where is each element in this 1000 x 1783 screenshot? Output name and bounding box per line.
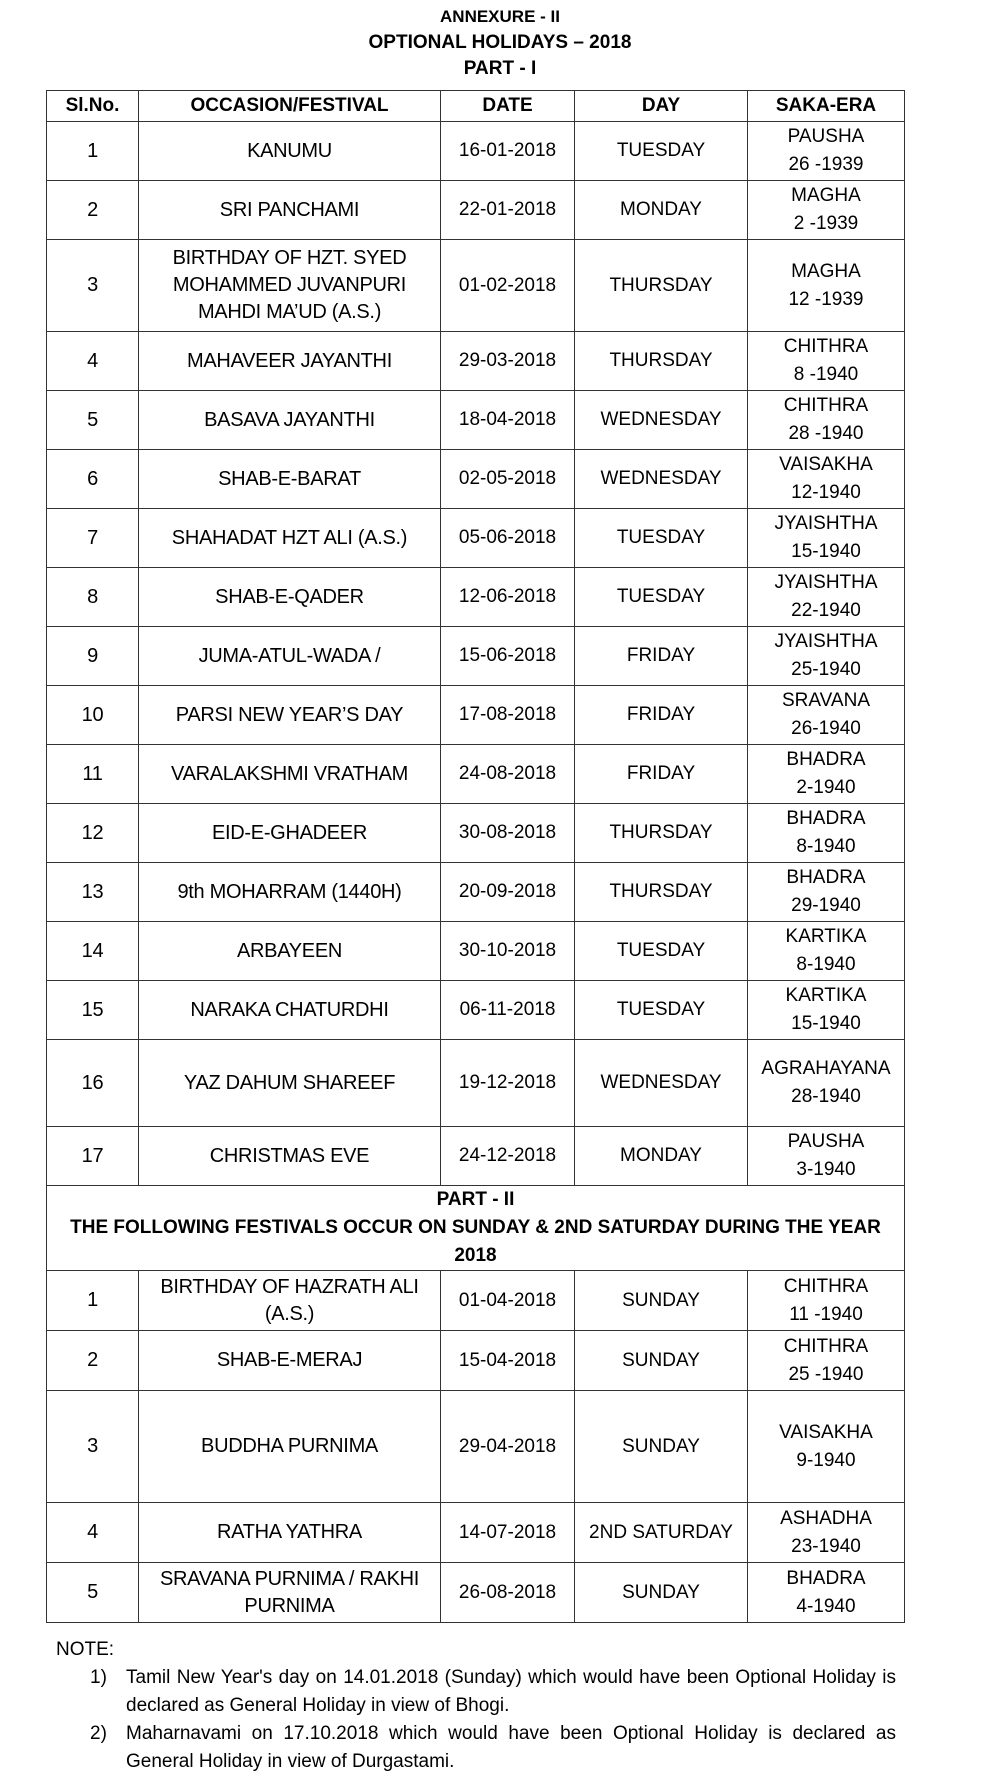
occasion-line: NARAKA CHATURDHI xyxy=(190,998,389,1021)
note-item xyxy=(56,1720,896,1776)
annexure-label: ANNEXURE - II xyxy=(440,7,560,26)
row-day: TUESDAY xyxy=(575,509,748,568)
part1-rows xyxy=(47,122,905,1186)
row-occasion xyxy=(139,627,441,686)
saka-date: 26-1940 xyxy=(791,718,861,739)
saka-date: 8 -1940 xyxy=(793,364,859,385)
row-occasion xyxy=(139,181,441,240)
table-row xyxy=(47,1127,905,1186)
saka-month: SRAVANA xyxy=(782,690,870,711)
saka-date: 25-1940 xyxy=(791,659,861,680)
note-section xyxy=(56,1636,896,1776)
row-saka-era xyxy=(748,1127,905,1186)
row-date: 12-06-2018 xyxy=(441,568,575,627)
row-day: THURSDAY xyxy=(575,804,748,863)
occasion-line: SRAVANA PURNIMA / RAKHI xyxy=(159,1567,420,1590)
row-date: 17-08-2018 xyxy=(441,686,575,745)
row-date: 20-09-2018 xyxy=(441,863,575,922)
row-saka-era xyxy=(748,863,905,922)
table-row xyxy=(47,804,905,863)
saka-month: BHADRA xyxy=(786,749,866,770)
row-date: 24-08-2018 xyxy=(441,745,575,804)
occasion-line: BASAVA JAYANTHI xyxy=(204,408,375,431)
saka-date: 26 -1939 xyxy=(788,154,864,175)
table-row xyxy=(47,1271,905,1331)
table-row xyxy=(47,240,905,332)
table-row xyxy=(47,332,905,391)
occasion-line: YAZ DAHUM SHAREEF xyxy=(183,1071,396,1094)
row-serial-number: 10 xyxy=(47,686,139,745)
row-serial-number: 15 xyxy=(47,981,139,1040)
table-row xyxy=(47,922,905,981)
row-day: TUESDAY xyxy=(575,122,748,181)
row-date: 29-03-2018 xyxy=(441,332,575,391)
note-item-text: Tamil New Year's day on 14.01.2018 (Sunday) which would have been Optional Holiday is declared as General Holiday in view of Bhogi. xyxy=(126,1667,896,1716)
col-header-day: DAY xyxy=(575,91,748,122)
row-occasion xyxy=(139,686,441,745)
row-occasion xyxy=(139,1271,441,1331)
row-saka-era xyxy=(748,181,905,240)
row-day: THURSDAY xyxy=(575,240,748,332)
row-occasion xyxy=(139,745,441,804)
occasion-line: (A.S.) xyxy=(264,1302,315,1325)
saka-month: MAGHA xyxy=(791,260,861,282)
row-date: 01-04-2018 xyxy=(441,1271,575,1331)
occasion-line: SHAB-E-QADER xyxy=(215,585,364,608)
saka-date: 8-1940 xyxy=(796,954,856,975)
row-saka-era xyxy=(748,922,905,981)
saka-month: BHADRA xyxy=(786,808,866,829)
saka-month: CHITHRA xyxy=(783,336,869,357)
row-day: SUNDAY xyxy=(575,1391,748,1503)
saka-date: 4-1940 xyxy=(796,1595,856,1617)
table-row xyxy=(47,1503,905,1563)
saka-date: 2 -1939 xyxy=(793,213,859,234)
row-day: WEDNESDAY xyxy=(575,450,748,509)
row-saka-era xyxy=(748,1391,905,1503)
row-occasion xyxy=(139,1127,441,1186)
saka-month: KARTIKA xyxy=(785,985,867,1006)
row-occasion xyxy=(139,122,441,181)
row-serial-number: 11 xyxy=(47,745,139,804)
note-item xyxy=(56,1664,896,1720)
row-day: SUNDAY xyxy=(575,1271,748,1331)
table-row xyxy=(47,509,905,568)
row-serial-number: 5 xyxy=(47,1563,139,1623)
row-day: THURSDAY xyxy=(575,332,748,391)
table-row xyxy=(47,450,905,509)
occasion-line: VARALAKSHMI VRATHAM xyxy=(171,762,408,785)
saka-date: 8-1940 xyxy=(796,836,856,857)
saka-month: PAUSHA xyxy=(787,1131,865,1152)
row-saka-era xyxy=(748,391,905,450)
saka-date: 15-1940 xyxy=(791,541,861,562)
row-serial-number: 4 xyxy=(47,1503,139,1563)
saka-month: CHITHRA xyxy=(783,1275,869,1297)
occasion-line: MOHAMMED JUVANPURI xyxy=(172,274,407,296)
saka-date: 29-1940 xyxy=(791,895,861,916)
note-item-text: Maharnavami on 17.10.2018 which would have been Optional Holiday is declared as General Holiday in view of Durgastami. xyxy=(126,1723,896,1772)
row-date: 26-08-2018 xyxy=(441,1563,575,1623)
row-day: FRIDAY xyxy=(575,627,748,686)
row-saka-era xyxy=(748,804,905,863)
occasion-line: BUDDHA PURNIMA xyxy=(201,1435,378,1457)
row-day: WEDNESDAY xyxy=(575,1040,748,1127)
row-serial-number: 8 xyxy=(47,568,139,627)
row-saka-era xyxy=(748,509,905,568)
row-saka-era xyxy=(748,1331,905,1391)
row-day: MONDAY xyxy=(575,1127,748,1186)
saka-month: BHADRA xyxy=(786,867,866,888)
row-serial-number: 12 xyxy=(47,804,139,863)
col-header-saka-era: SAKA-ERA xyxy=(748,91,905,122)
occasion-line: BIRTHDAY OF HZT. SYED xyxy=(172,247,407,269)
row-occasion xyxy=(139,804,441,863)
saka-date: 25 -1940 xyxy=(788,1363,864,1385)
row-date: 02-05-2018 xyxy=(441,450,575,509)
table-row xyxy=(47,863,905,922)
occasion-line: EID-E-GHADEER xyxy=(211,821,367,844)
row-serial-number: 2 xyxy=(47,1331,139,1391)
part2-subheading: THE FOLLOWING FESTIVALS OCCUR ON SUNDAY & 2ND SATURDAY DURING THE YEAR 2018 xyxy=(70,1217,881,1266)
occasion-line: RATHA YATHRA xyxy=(217,1521,362,1543)
saka-month: BHADRA xyxy=(786,1567,866,1589)
table-row xyxy=(47,391,905,450)
part2-rows xyxy=(47,1271,905,1623)
row-day: TUESDAY xyxy=(575,981,748,1040)
row-saka-era xyxy=(748,1503,905,1563)
part2-heading-row xyxy=(47,1186,905,1271)
occasion-line: KANUMU xyxy=(247,139,332,162)
row-date: 29-04-2018 xyxy=(441,1391,575,1503)
saka-month: MAGHA xyxy=(791,185,861,206)
row-serial-number: 1 xyxy=(47,1271,139,1331)
note-item-number: 1) xyxy=(90,1667,107,1688)
row-serial-number: 5 xyxy=(47,391,139,450)
row-occasion xyxy=(139,981,441,1040)
note-list xyxy=(56,1664,896,1776)
table-row xyxy=(47,568,905,627)
row-occasion xyxy=(139,509,441,568)
row-serial-number: 9 xyxy=(47,627,139,686)
row-saka-era xyxy=(748,1040,905,1127)
row-occasion xyxy=(139,450,441,509)
row-serial-number: 13 xyxy=(47,863,139,922)
row-serial-number: 3 xyxy=(47,240,139,332)
saka-date: 28-1940 xyxy=(791,1086,861,1107)
row-serial-number: 3 xyxy=(47,1391,139,1503)
saka-month: CHITHRA xyxy=(783,1335,869,1357)
occasion-line: MAHDI MA’UD (A.S.) xyxy=(197,301,382,323)
row-occasion xyxy=(139,332,441,391)
document-header xyxy=(0,4,1000,82)
part2-heading-block xyxy=(47,1186,905,1271)
row-occasion xyxy=(139,240,441,332)
row-date: 01-02-2018 xyxy=(441,240,575,332)
saka-date: 9-1940 xyxy=(796,1449,856,1471)
saka-month: ASHADHA xyxy=(780,1507,872,1529)
row-saka-era xyxy=(748,1271,905,1331)
saka-month: JYAISHTHA xyxy=(774,513,878,534)
row-date: 05-06-2018 xyxy=(441,509,575,568)
row-serial-number: 1 xyxy=(47,122,139,181)
occasion-line: PURNIMA xyxy=(244,1594,335,1617)
row-occasion xyxy=(139,568,441,627)
saka-month: JYAISHTHA xyxy=(774,631,878,652)
saka-date: 22-1940 xyxy=(791,600,861,621)
row-date: 30-10-2018 xyxy=(441,922,575,981)
row-day: MONDAY xyxy=(575,181,748,240)
table-row xyxy=(47,1040,905,1127)
table-row xyxy=(47,1331,905,1391)
holiday-table xyxy=(46,90,905,1623)
row-saka-era xyxy=(748,240,905,332)
occasion-line: JUMA-ATUL-WADA / xyxy=(198,644,381,667)
row-date: 22-01-2018 xyxy=(441,181,575,240)
row-occasion xyxy=(139,1563,441,1623)
table-row xyxy=(47,686,905,745)
row-serial-number: 17 xyxy=(47,1127,139,1186)
table-row xyxy=(47,745,905,804)
row-serial-number: 16 xyxy=(47,1040,139,1127)
row-serial-number: 6 xyxy=(47,450,139,509)
table-row xyxy=(47,1563,905,1623)
table-row xyxy=(47,1391,905,1503)
row-saka-era xyxy=(748,332,905,391)
saka-date: 12 -1939 xyxy=(788,288,864,310)
saka-month: KARTIKA xyxy=(785,926,867,947)
table-header-row xyxy=(47,91,905,122)
col-header-slno: Sl.No. xyxy=(47,91,139,122)
row-serial-number: 7 xyxy=(47,509,139,568)
occasion-line: SHAB-E-BARAT xyxy=(218,467,361,490)
saka-date: 3-1940 xyxy=(796,1159,856,1180)
table-row xyxy=(47,627,905,686)
row-day: TUESDAY xyxy=(575,922,748,981)
saka-month: AGRAHAYANA xyxy=(761,1058,891,1079)
saka-date: 12-1940 xyxy=(791,482,861,503)
row-date: 06-11-2018 xyxy=(441,981,575,1040)
row-date: 15-06-2018 xyxy=(441,627,575,686)
row-date: 18-04-2018 xyxy=(441,391,575,450)
row-day: FRIDAY xyxy=(575,745,748,804)
row-occasion xyxy=(139,391,441,450)
row-saka-era xyxy=(748,627,905,686)
document-title: OPTIONAL HOLIDAYS – 2018 xyxy=(368,32,632,53)
saka-month: VAISAKHA xyxy=(779,1421,873,1443)
row-day: 2ND SATURDAY xyxy=(575,1503,748,1563)
row-date: 14-07-2018 xyxy=(441,1503,575,1563)
row-occasion xyxy=(139,1503,441,1563)
table-row xyxy=(47,122,905,181)
saka-month: CHITHRA xyxy=(783,395,869,416)
row-date: 15-04-2018 xyxy=(441,1331,575,1391)
row-date: 24-12-2018 xyxy=(441,1127,575,1186)
row-date: 19-12-2018 xyxy=(441,1040,575,1127)
col-header-date: DATE xyxy=(441,91,575,122)
row-serial-number: 2 xyxy=(47,181,139,240)
row-saka-era xyxy=(748,745,905,804)
occasion-line: 9th MOHARRAM (1440H) xyxy=(177,880,402,903)
row-serial-number: 14 xyxy=(47,922,139,981)
row-occasion xyxy=(139,922,441,981)
saka-date: 23-1940 xyxy=(791,1535,861,1557)
row-day: SUNDAY xyxy=(575,1331,748,1391)
occasion-line: CHRISTMAS EVE xyxy=(209,1144,370,1167)
col-header-occasion: OCCASION/FESTIVAL xyxy=(139,91,441,122)
saka-date: 15-1940 xyxy=(791,1013,861,1034)
row-saka-era xyxy=(748,981,905,1040)
table-row xyxy=(47,181,905,240)
saka-date: 28 -1940 xyxy=(788,423,864,444)
row-saka-era xyxy=(748,568,905,627)
row-saka-era xyxy=(748,450,905,509)
row-day: THURSDAY xyxy=(575,863,748,922)
row-day: SUNDAY xyxy=(575,1563,748,1623)
occasion-line: PARSI NEW YEAR’S DAY xyxy=(175,703,404,726)
saka-month: PAUSHA xyxy=(787,126,865,147)
note-label: NOTE: xyxy=(56,1639,115,1660)
row-date: 16-01-2018 xyxy=(441,122,575,181)
table-row xyxy=(47,981,905,1040)
occasion-line: BIRTHDAY OF HAZRATH ALI xyxy=(160,1275,419,1298)
row-day: WEDNESDAY xyxy=(575,391,748,450)
occasion-line: MAHAVEER JAYANTHI xyxy=(187,349,392,372)
part1-heading: PART - I xyxy=(463,58,537,79)
saka-month: JYAISHTHA xyxy=(774,572,878,593)
row-occasion xyxy=(139,863,441,922)
part2-heading: PART - II xyxy=(436,1189,515,1210)
occasion-line: SHAB-E-MERAJ xyxy=(216,1349,363,1371)
row-date: 30-08-2018 xyxy=(441,804,575,863)
row-saka-era xyxy=(748,686,905,745)
row-saka-era xyxy=(748,122,905,181)
row-serial-number: 4 xyxy=(47,332,139,391)
row-occasion xyxy=(139,1391,441,1503)
saka-month: VAISAKHA xyxy=(779,454,873,475)
saka-date: 2-1940 xyxy=(796,777,856,798)
note-item-number: 2) xyxy=(90,1723,107,1744)
row-occasion xyxy=(139,1331,441,1391)
row-day: FRIDAY xyxy=(575,686,748,745)
occasion-line: SHAHADAT HZT ALI (A.S.) xyxy=(171,526,408,549)
row-occasion xyxy=(139,1040,441,1127)
row-day: TUESDAY xyxy=(575,568,748,627)
saka-date: 11 -1940 xyxy=(789,1303,863,1325)
occasion-line: ARBAYEEN xyxy=(236,939,343,962)
occasion-line: SRI PANCHAMI xyxy=(219,198,360,221)
row-saka-era xyxy=(748,1563,905,1623)
